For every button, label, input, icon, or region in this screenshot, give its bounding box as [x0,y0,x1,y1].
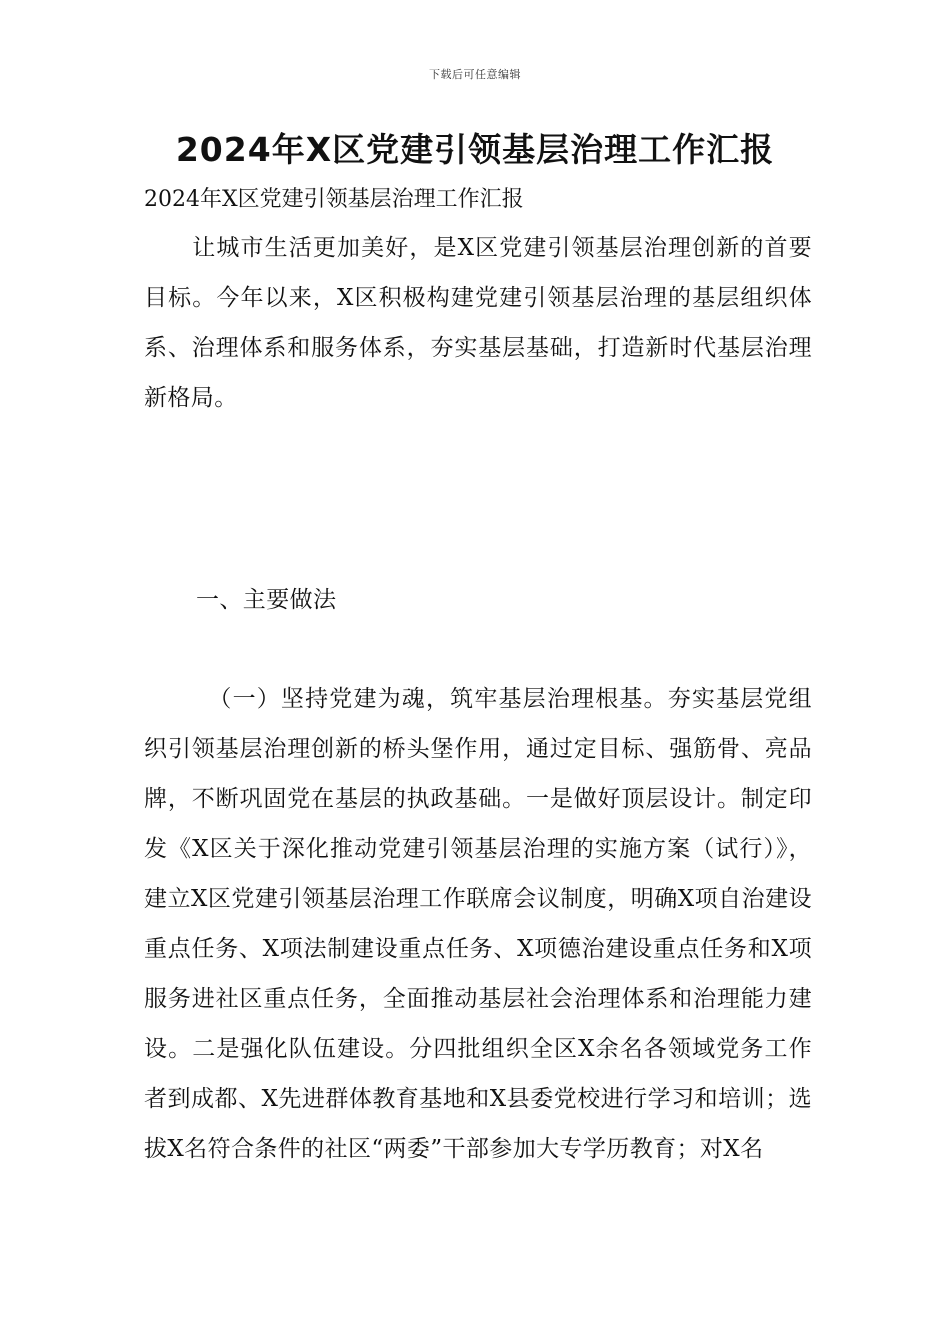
body-paragraph: （一）坚持党建为魂，筑牢基层治理根基。夯实基层党组织引领基层治理创新的桥头堡作用，通过定目标、强筋骨、亮品牌，不断巩固党在基层的执政基础。一是做好顶层设计。制定印发《X区关于深化推动党建引领基层治理的实施方案（试行）》，建立X区党建引领基层治理工作联席会议制度，明确X项自治建设重点任务、X项法制建设重点任务、X项德治建设重点任务和X项服务进社区重点任务，全面推动基层社会治理体系和治理能力建设。二是强化队伍建设。分四批组织全区X余名各领域党务工作者到成都、X先进群体教育基地和X县委党校进行学习和培训；选拔X名符合条件的社区“两委”干部参加大专学历教育；对X名 [144,686,812,1162]
header-note: 下载后可任意编辑 [429,68,521,81]
intro-paragraph: 让城市生活更加美好，是X区党建引领基层治理创新的首要目标。今年以来，X区积极构建党建引领基层治理的基层组织体系、治理体系和服务体系，夯实基层基础，打造新时代基层治理新格局。 [144,235,812,411]
section-heading: 一、主要做法 [196,587,337,613]
document-title: 2024年X区党建引领基层治理工作汇报 [175,130,775,169]
document-subtitle: 2024年X区党建引领基层治理工作汇报 [144,187,524,212]
